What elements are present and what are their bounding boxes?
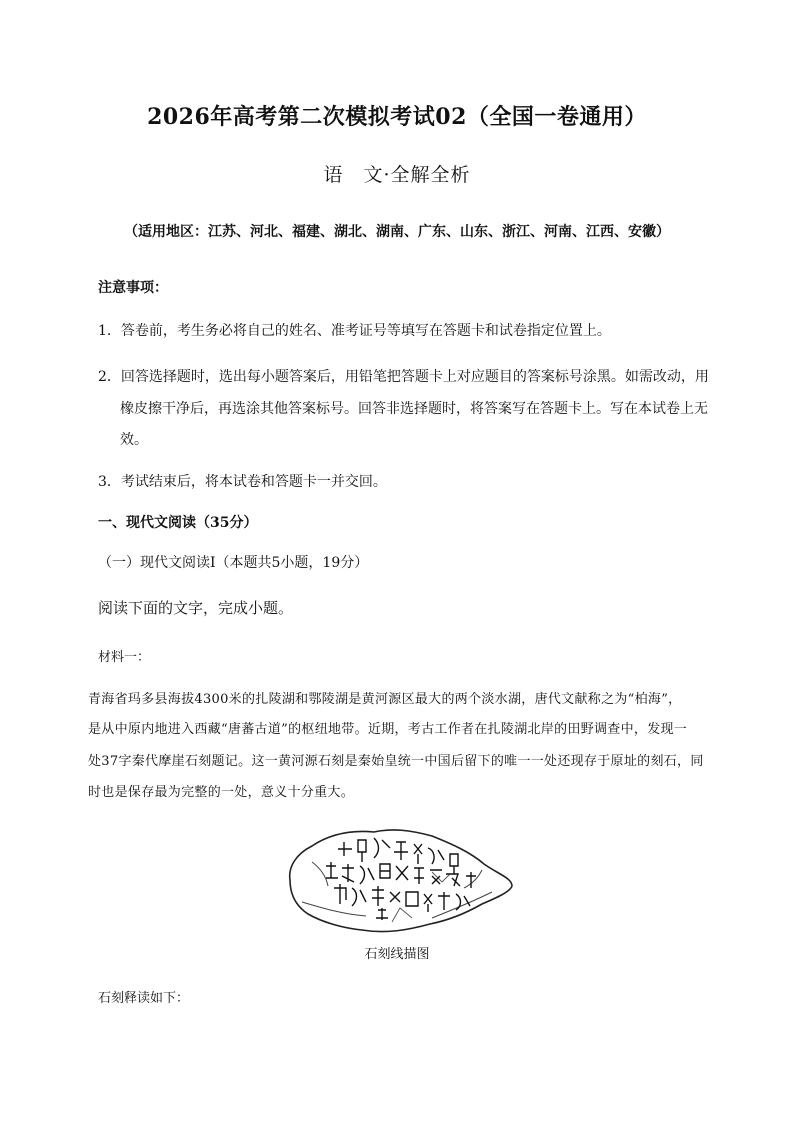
notice-item-3: 3．考试结束后，将本试卷和答题卡一并交回。 <box>98 474 387 490</box>
passage-line: 青海省玛多县海拔4300米的扎陵湖和鄂陵湖是黄河源区最大的两个淡水湖，唐代文献称之为“柏海”， <box>88 692 682 707</box>
notice-item-2-line-3: 效。 <box>120 432 148 448</box>
page-title: 2026年高考第二次模拟考试02（全国一卷通用） <box>147 104 647 130</box>
stone-carving-line-drawing <box>282 822 517 942</box>
notice-item-2-line-2: 橡皮擦干净后，再选涂其他答案标号。回答非选择题时，将答案写在答题卡上。写在本试卷上无 <box>120 401 708 417</box>
interpretation-label: 石刻释读如下： <box>98 991 190 1006</box>
notice-item-2-line-1: 2．回答选择题时，选出每小题答案后，用铅笔把答题卡上对应题目的答案标号涂黑。如需改动，用 <box>98 369 709 385</box>
figure-caption: 石刻线描图 <box>364 947 430 962</box>
reading-direction: 阅读下面的文字，完成小题。 <box>98 599 294 617</box>
page-subtitle: 语 文·全解全析 <box>323 164 471 186</box>
applicable-regions: （适用地区：江苏、河北、福建、湖北、湖南、广东、山东、浙江、河南、江西、安徽） <box>124 224 670 240</box>
section-heading: 一、现代文阅读（35分） <box>98 515 258 531</box>
passage-line: 时也是保存最为完整的一处，意义十分重大。 <box>88 785 355 800</box>
passage-line: 是从中原内地进入西藏“唐蕃古道”的枢纽地带。近期，考古工作者在扎陵湖北岸的田野调查中，发现一 <box>88 722 688 737</box>
passage-line: 处37字秦代摩崖石刻题记。这一黄河源石刻是秦始皇统一中国后留下的唯一一处还现存于原址的刻石，同 <box>88 754 704 769</box>
section-subheading: （一）现代文阅读Ⅰ（本题共5小题，19分） <box>98 555 369 571</box>
material-label: 材料一： <box>98 650 151 665</box>
notice-item-1: 1．答卷前，考生务必将自己的姓名、准考证号等填写在答题卡和试卷指定位置上。 <box>98 323 611 339</box>
notice-heading: 注意事项： <box>98 280 168 296</box>
